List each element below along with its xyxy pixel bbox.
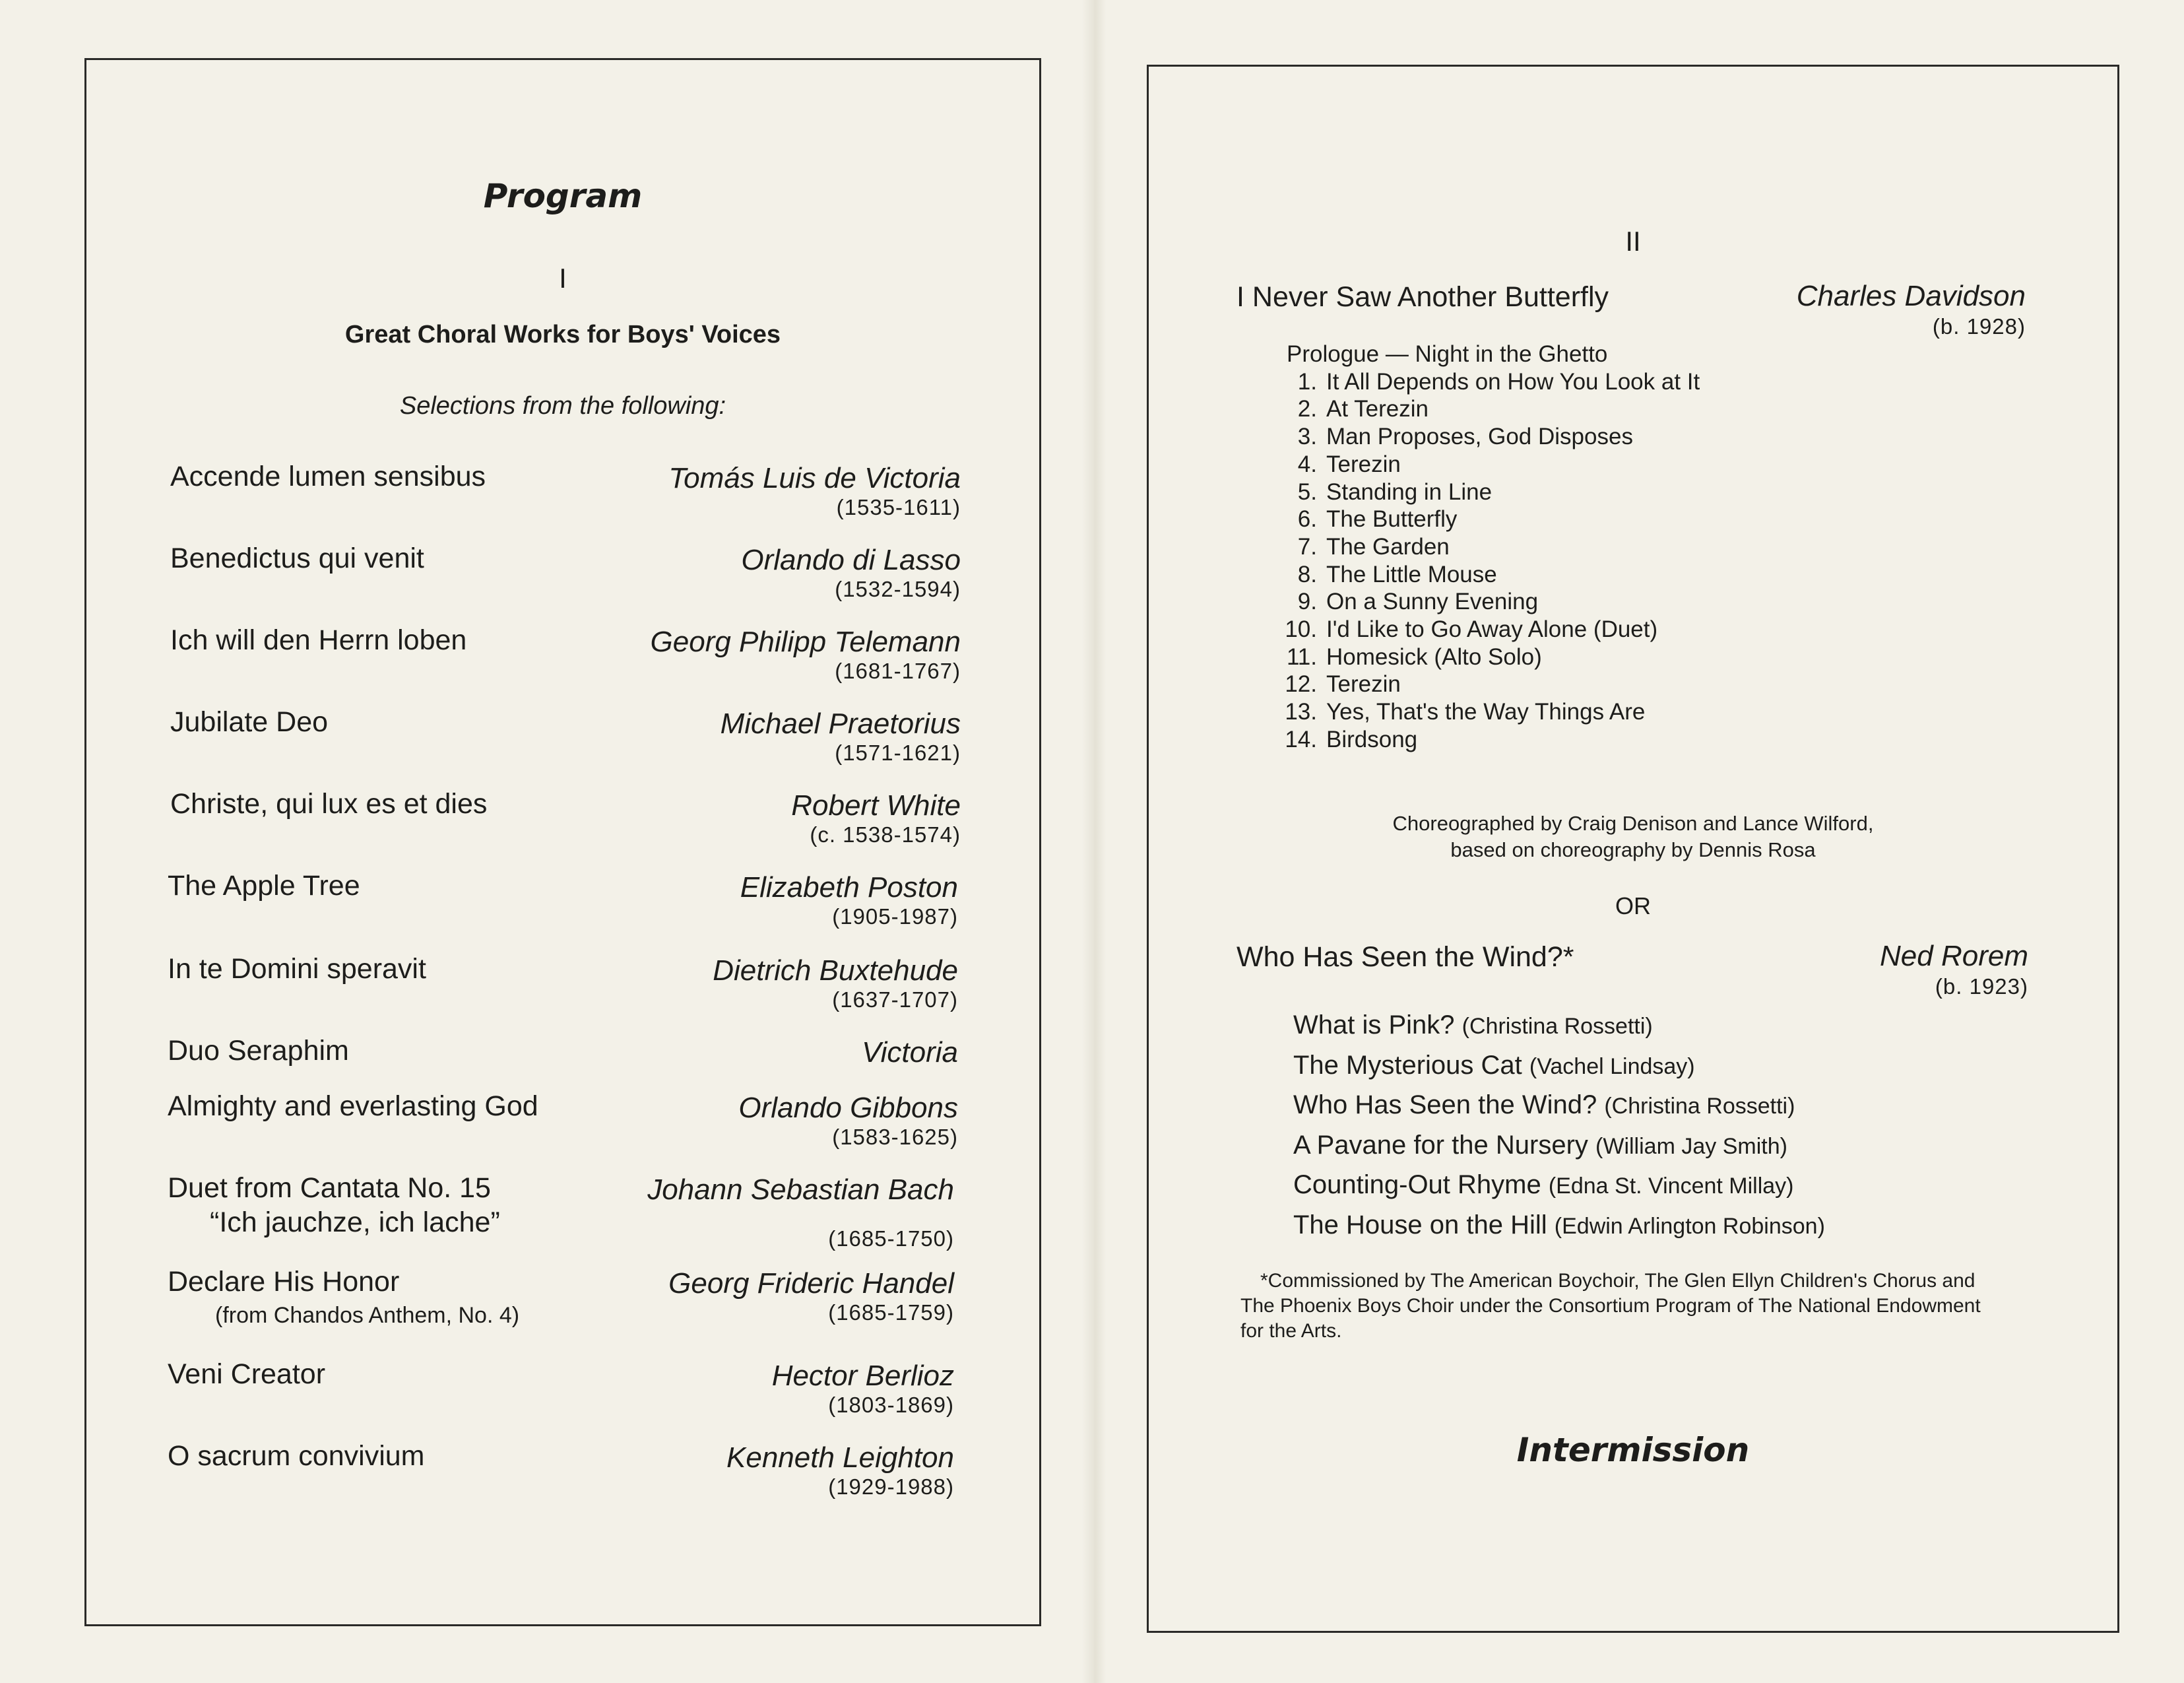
movement-item: [1287, 506, 1700, 533]
work-title: Duet from Cantata No. 15: [168, 1172, 491, 1204]
song-title: A Pavane for the Nursery: [1293, 1130, 1588, 1160]
composer-dates: (1681-1767): [835, 659, 961, 683]
work-title: In te Domini speravit: [168, 953, 426, 985]
movement-title: On a Sunny Evening: [1326, 589, 1539, 615]
work-title: Duo Seraphim: [168, 1035, 349, 1067]
composer-name: Kenneth Leighton: [726, 1441, 954, 1474]
composer-name: Orlando di Lasso: [741, 544, 961, 576]
movement-item: [1287, 726, 1700, 754]
movement-title: Standing in Line: [1326, 478, 1493, 505]
composer-dates: (1929-1988): [828, 1474, 954, 1499]
song-poet: (Edna St. Vincent Millay): [1548, 1173, 1794, 1199]
footnote-line: *Commissioned by The American Boychoir, The Glen Ellyn Children's Chorus and: [1260, 1270, 1975, 1292]
movement-title: Man Proposes, God Disposes: [1326, 424, 1633, 450]
movement-number: 14.: [1285, 726, 1317, 752]
composer-dates: (1532-1594): [835, 577, 961, 601]
movement-number: 9.: [1297, 589, 1317, 615]
composer-davidson: Charles Davidson: [1796, 280, 2026, 312]
selections-note: Selections from the following:: [399, 392, 726, 420]
butterfly-movements: [1287, 341, 1700, 754]
song-poet: (William Jay Smith): [1595, 1133, 1787, 1159]
movement-number: 4.: [1297, 451, 1317, 477]
movement-item: [1287, 588, 1700, 616]
composer-dates: (1803-1869): [828, 1393, 954, 1417]
work-title: Almighty and everlasting God: [168, 1090, 538, 1122]
song-item: [1293, 1206, 1825, 1246]
footnote-line: The Phoenix Boys Choir under the Consortium Program of The National Endowment: [1240, 1295, 1981, 1317]
movement-title: At Terezin: [1326, 396, 1429, 422]
composer-dates: (c. 1538-1574): [810, 822, 961, 847]
section-two-numeral: II: [1625, 226, 1641, 257]
song-title: Counting-Out Rhyme: [1293, 1170, 1541, 1199]
movement-title: Birdsong: [1326, 726, 1418, 752]
movement-item: [1287, 368, 1700, 396]
dates-davidson: (b. 1928): [1932, 314, 2026, 339]
movement-title: Terezin: [1326, 451, 1401, 477]
composer-dates: (1905-1987): [832, 904, 958, 929]
composer-dates: (1637-1707): [832, 987, 958, 1012]
song-item: [1293, 1006, 1825, 1046]
movement-title: The Little Mouse: [1326, 561, 1497, 587]
prologue-line: Prologue — Night in the Ghetto: [1287, 341, 1608, 367]
song-item: [1293, 1046, 1825, 1086]
work-title: Veni Creator: [168, 1358, 326, 1390]
composer-name: Victoria: [862, 1036, 958, 1069]
composer-name: Elizabeth Poston: [740, 871, 958, 904]
program-title: Program: [483, 177, 643, 215]
composer-dates: (1571-1621): [835, 741, 961, 765]
movement-item: [1287, 698, 1700, 726]
movement-item: [1287, 533, 1700, 561]
composer-name: Johann Sebastian Bach: [647, 1173, 954, 1206]
composer-name: Georg Frideric Handel: [668, 1267, 954, 1300]
composer-dates: (1583-1625): [832, 1125, 958, 1149]
movement-title: It All Depends on How You Look at It: [1326, 368, 1700, 395]
song-title: Who Has Seen the Wind?: [1293, 1090, 1597, 1119]
composer-dates: (1535-1611): [836, 495, 961, 519]
song-item: [1293, 1166, 1825, 1206]
work-title: Declare His Honor: [168, 1266, 400, 1298]
movement-title: The Butterfly: [1326, 506, 1458, 533]
work-title: Jubilate Deo: [170, 706, 329, 738]
composer-name: Orlando Gibbons: [738, 1092, 958, 1124]
work-title-butterfly: I Never Saw Another Butterfly: [1237, 281, 1609, 313]
movement-number: 2.: [1297, 396, 1317, 422]
intermission-heading: Intermission: [1516, 1431, 1750, 1469]
song-title: What is Pink?: [1293, 1010, 1455, 1040]
dates-rorem: (b. 1923): [1935, 974, 2028, 999]
song-item: [1293, 1086, 1825, 1126]
movement-number: 11.: [1286, 644, 1317, 670]
song-poet: (Christina Rossetti): [1604, 1094, 1795, 1119]
work-subtitle: (from Chandos Anthem, No. 4): [215, 1303, 520, 1328]
footnote-line: for the Arts.: [1240, 1320, 1342, 1342]
work-title: Ich will den Herrn loben: [170, 624, 467, 656]
movement-item: [1287, 561, 1700, 589]
movement-title: Terezin: [1326, 671, 1401, 698]
movement-number: 13.: [1285, 699, 1317, 725]
choreography-credit-line-1: Choreographed by Craig Denison and Lance Wilford,: [1392, 812, 1874, 835]
work-title: Benedictus qui venit: [170, 543, 424, 574]
song-item: [1293, 1126, 1825, 1166]
song-title: The House on the Hill: [1293, 1210, 1547, 1239]
movement-number: 3.: [1297, 424, 1317, 450]
composer-name: Georg Philipp Telemann: [650, 626, 961, 658]
movement-number: 1.: [1297, 368, 1317, 395]
section-one-numeral: I: [559, 263, 567, 294]
movement-item: [1287, 616, 1700, 644]
movement-item: [1287, 395, 1700, 423]
work-title: Accende lumen sensibus: [170, 461, 486, 492]
movement-item: [1287, 451, 1700, 478]
song-poet: (Vachel Lindsay): [1529, 1053, 1695, 1079]
composer-name: Tomás Luis de Victoria: [668, 462, 961, 494]
composer-name: Hector Berlioz: [771, 1360, 954, 1392]
song-poet: (Christina Rossetti): [1461, 1014, 1653, 1039]
composer-dates: (1685-1750): [828, 1226, 954, 1251]
composer-rorem: Ned Rorem: [1880, 940, 2028, 972]
movement-item: [1287, 671, 1700, 698]
work-subtitle: “Ich jauchze, ich lache”: [210, 1206, 500, 1238]
movement-number: 10.: [1285, 616, 1317, 643]
movement-title: Yes, That's the Way Things Are: [1326, 699, 1646, 725]
commission-footnote: [1240, 1269, 1981, 1344]
section-one-title: Great Choral Works for Boys' Voices: [344, 321, 781, 348]
or-separator: OR: [1615, 892, 1651, 919]
page-fold: [1082, 0, 1106, 1683]
song-poet: (Edwin Arlington Robinson): [1554, 1213, 1825, 1239]
work-title-wind: Who Has Seen the Wind?*: [1237, 941, 1574, 973]
work-title: O sacrum convivium: [168, 1440, 425, 1472]
work-title: Christe, qui lux es et dies: [170, 788, 488, 820]
movement-title: The Garden: [1326, 533, 1450, 560]
song-title: The Mysterious Cat: [1293, 1050, 1522, 1080]
movement-title: I'd Like to Go Away Alone (Duet): [1326, 616, 1658, 643]
movement-number: 7.: [1297, 533, 1317, 560]
composer-name: Robert White: [791, 789, 961, 822]
movement-number: 5.: [1297, 478, 1317, 505]
work-title: The Apple Tree: [168, 870, 360, 902]
movement-number: 6.: [1297, 506, 1317, 533]
movement-number: 8.: [1297, 561, 1317, 587]
wind-songs-list: [1293, 1006, 1825, 1245]
movement-item: [1287, 423, 1700, 451]
movement-item: [1287, 478, 1700, 506]
movement-number: 12.: [1285, 671, 1317, 698]
choreography-credit-line-2: based on choreography by Dennis Rosa: [1450, 838, 1816, 861]
composer-name: Michael Praetorius: [720, 708, 961, 740]
movement-title: Homesick (Alto Solo): [1326, 644, 1542, 670]
movement-item: [1287, 644, 1700, 671]
composer-name: Dietrich Buxtehude: [713, 954, 958, 987]
composer-dates: (1685-1759): [828, 1300, 954, 1325]
